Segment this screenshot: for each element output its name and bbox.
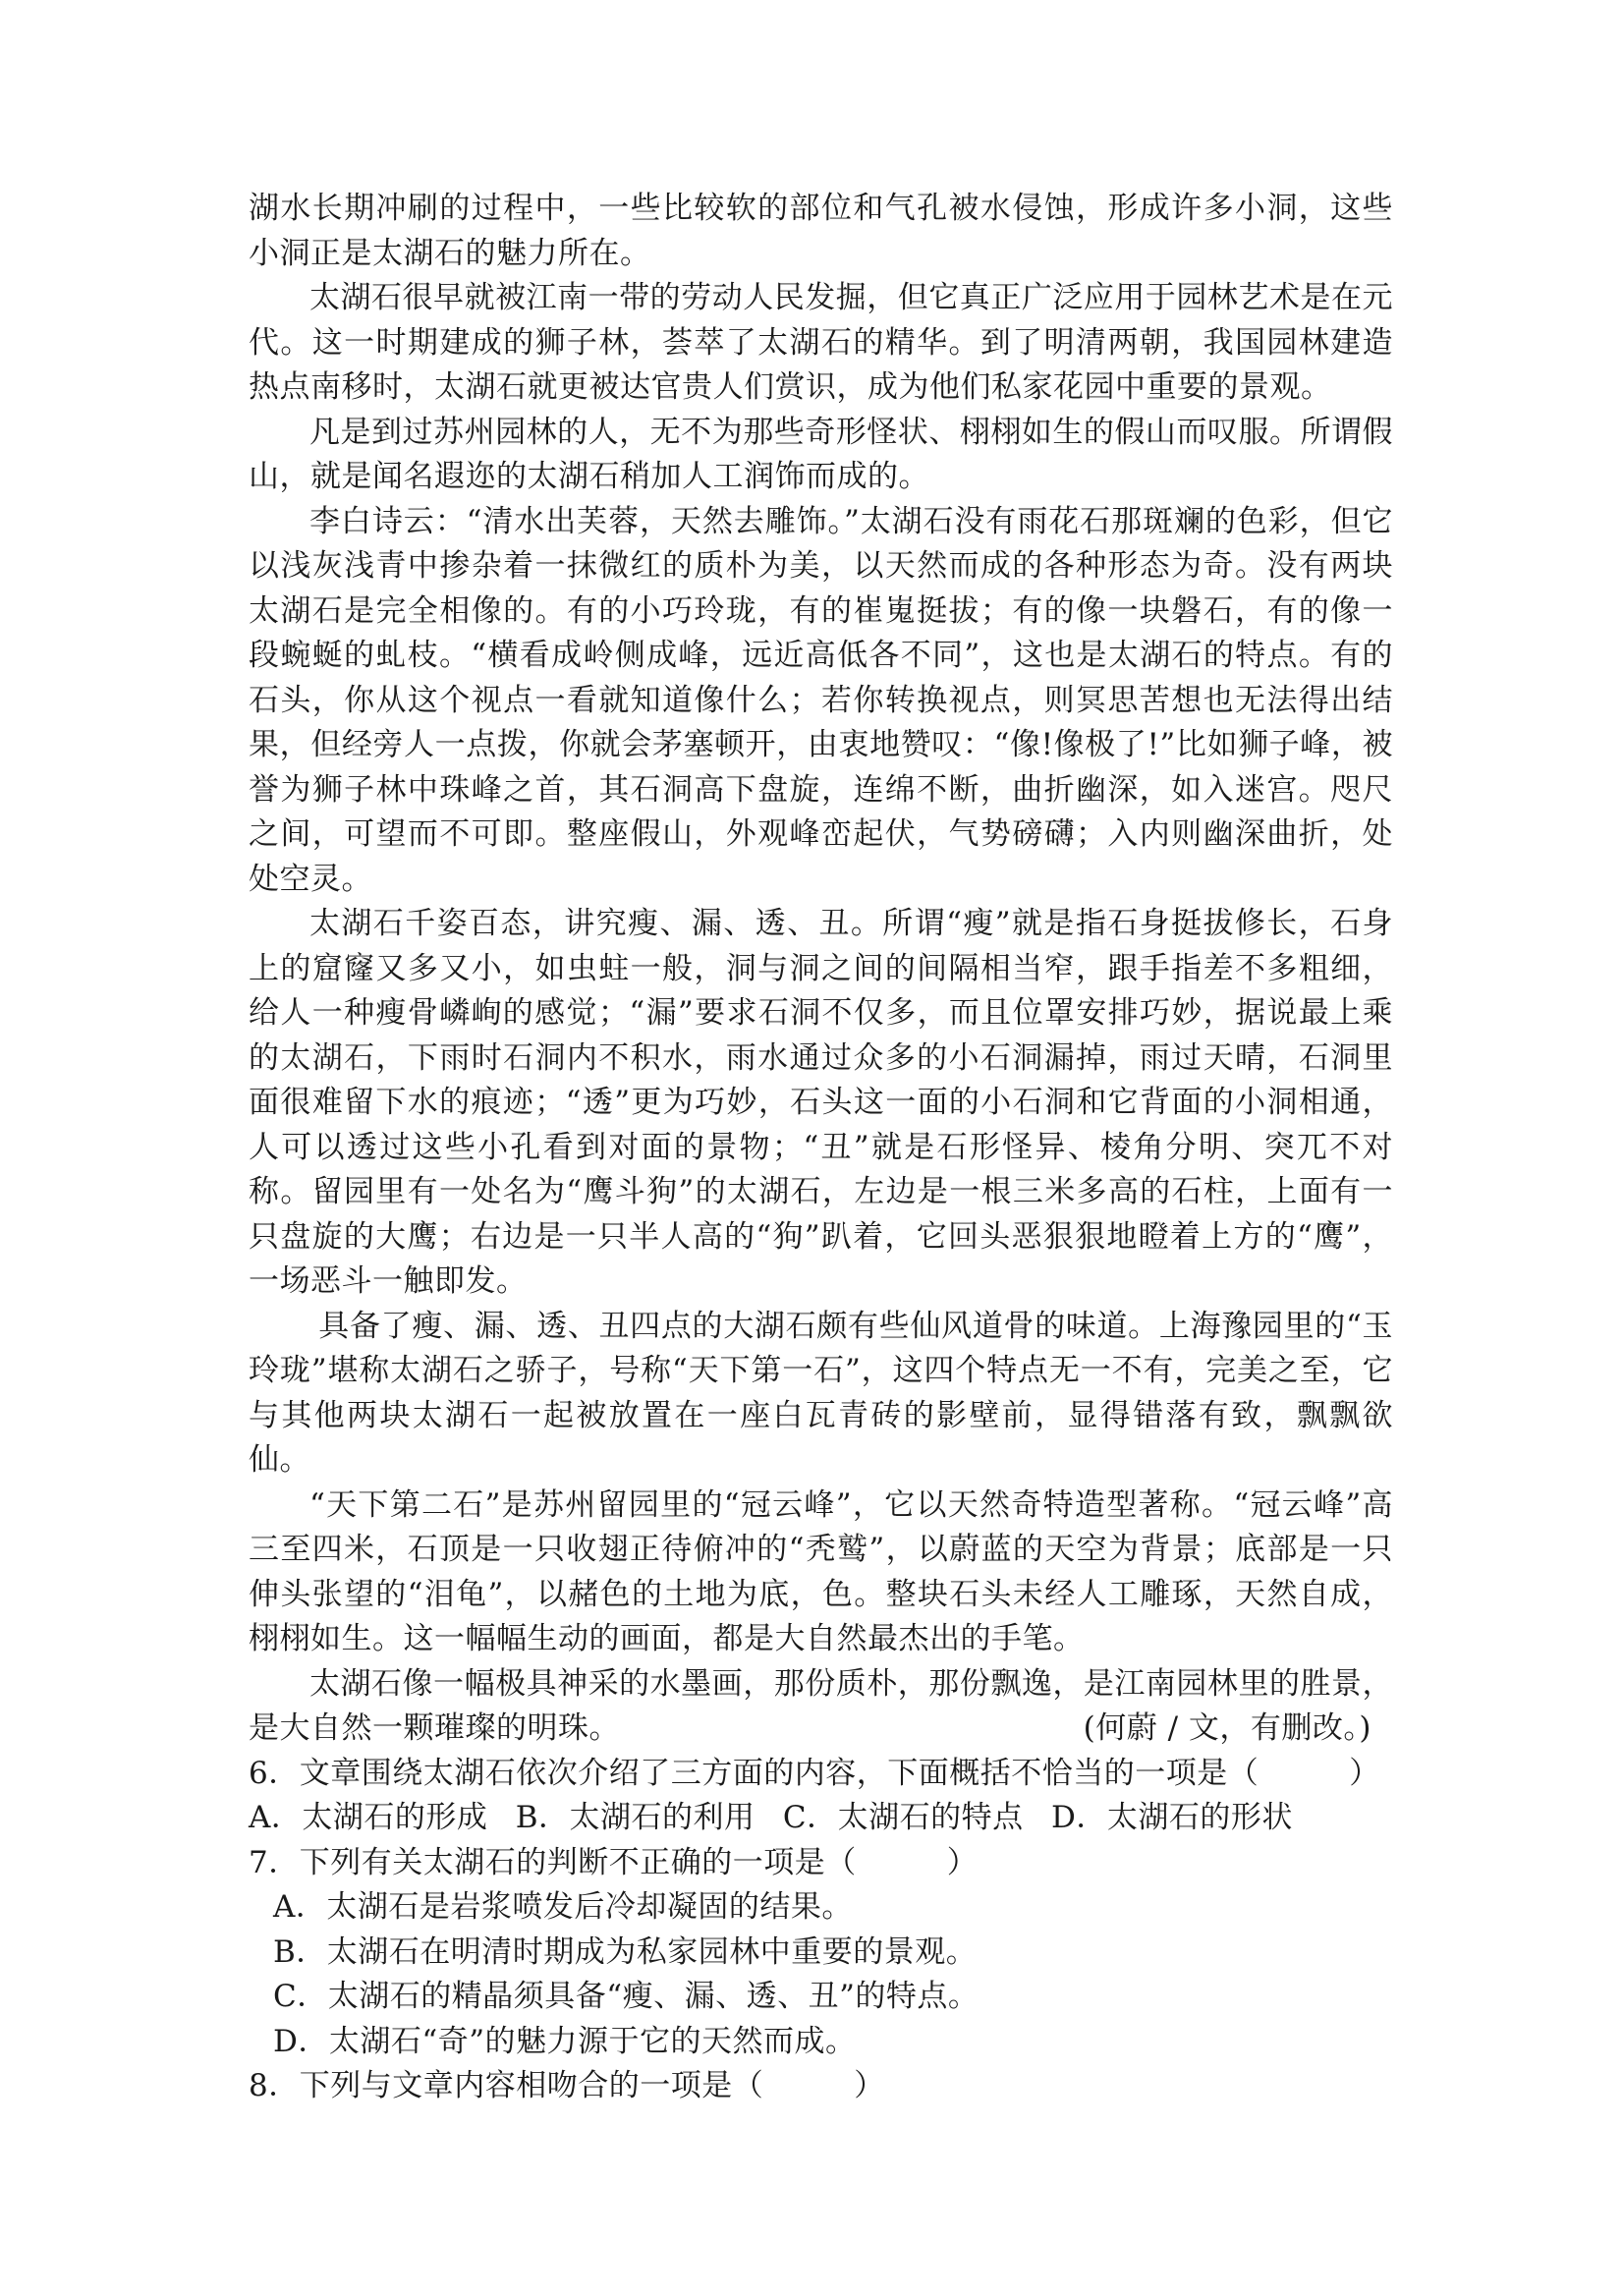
passage-paragraph-continued: 湖水长期冲刷的过程中，一些比较软的部位和气孔被水侵蚀，形成许多小洞，这些小洞正是太湖石的魅力所在。 — [249, 191, 1393, 271]
question-7-close: ） — [946, 1844, 979, 1880]
question-7-stem — [249, 1841, 1393, 1886]
passage-final-paragraph — [249, 1662, 1393, 1752]
option-c: C．太湖石的特点 — [782, 1800, 1024, 1835]
passage-paragraph: 凡是到过苏州园林的人，无不为那些奇形怪状、栩栩如生的假山而叹服。所谓假山，就是闻名遐迩的太湖石稍加人工润饰而成的。 — [249, 414, 1393, 494]
question-7-text: 7．下列有关太湖石的判断不正确的一项是（ — [249, 1844, 857, 1880]
question-6-text: 6．文章围绕太湖石依次介绍了三方面的内容，下面概括不恰当的一项是（ — [249, 1755, 1259, 1791]
passage-source: (何蔚 / 文，有删改。) — [1083, 1710, 1371, 1746]
option-d: D．太湖石的形状 — [1050, 1800, 1293, 1835]
passage-paragraph: 太湖石千姿百态，讲究瘦、漏、透、丑。所谓“瘦”就是指石身挺拔修长，石身上的窟窿又多又小，如虫蛀一般，洞与洞之间的间隔相当窄，跟手指差不多粗细，给人一种瘦骨嶙峋的感觉；“漏”要求石洞不仅多，而且位罩安排巧妙，据说最上乘的太湖石，下雨时石洞内不积水，雨水通过众多的小石洞漏掉，雨过天晴，石洞里面很难留下水的痕迹；“透”更为巧妙，石头这一面的小石洞和它背面的小洞相通，人可以透过这些小孔看到对面的景物；“丑”就是石形怪异、棱角分明、突兀不对称。留园里有一处名为“鹰斗狗”的太湖石，左边是一根三米多高的石柱，上面有一只盘旋的大鹰；右边是一只半人高的“狗”趴着，它回头恶狠狠地瞪着上方的“鹰”，一场恶斗一触即发。 — [249, 906, 1393, 1299]
document-content — [249, 187, 1393, 2109]
passage-paragraph: 李白诗云：“清水出芙蓉，天然去雕饰。”太湖石没有雨花石那斑斓的色彩，但它以浅灰浅青中掺杂着一抹微红的质朴为美，以天然而成的各种形态为奇。没有两块太湖石是完全相像的。有的小巧玲珑，有的崔嵬挺拔；有的像一块磐石，有的像一段蜿蜒的虬枝。“横看成岭侧成峰，远近高低各不同”，这也是太湖石的特点。有的石头，你从这个视点一看就知道像什么；若你转换视点，则冥思苦想也无法得出结果，但经旁人一点拨，你就会茅塞顿开，由衷地赞叹：“像!像极了!”比如狮子峰，被誉为狮子林中珠峰之首，其石洞高下盘旋，连绵不断，曲折幽深，如入迷宫。咫尺之间，可望而不可即。整座假山，外观峰峦起伏，气势磅礴；入内则幽深曲折，处处空灵。 — [249, 503, 1393, 897]
question-6-stem — [249, 1752, 1393, 1797]
question-6-close: ） — [1349, 1755, 1380, 1791]
option-c: C．太湖石的精晶须具备“瘦、漏、透、丑”的特点。 — [273, 1979, 979, 2014]
question-8-stem — [249, 2064, 1393, 2109]
passage-paragraph: “天下第二石”是苏州留园里的“冠云峰”，它以天然奇特造型著称。“冠云峰”高三至四米，石顶是一只收翅正待俯冲的“秃鹫”，以蔚蓝的天空为背景；底部是一只伸头张望的“泪龟”，以赭色的土地为底，色。整块石头未经人工雕琢，天然自成，栩栩如生。这一幅幅生动的画面，都是大自然最杰出的手笔。 — [249, 1486, 1393, 1656]
option-a: A．太湖石是岩浆喷发后冷却凝固的结果。 — [273, 1889, 853, 1925]
question-8-text: 8．下列与文章内容相吻合的一项是（ — [249, 2068, 764, 2103]
question-8-close: ） — [854, 2068, 885, 2103]
option-d: D．太湖石“奇”的魅力源于它的天然而成。 — [273, 2023, 857, 2059]
option-a: A．太湖石的形成 — [249, 1800, 488, 1835]
passage-paragraph: 具备了瘦、漏、透、丑四点的大湖石颇有些仙风道骨的味道。上海豫园里的“玉玲珑”堪称太湖石之骄子，号称“天下第一石”，这四个特点无一不有，完美之至，它与其他两块太湖石一起被放置在一座白瓦青砖的影壁前，显得错落有致，飘飘欲仙。 — [249, 1308, 1393, 1478]
passage-paragraph: 太湖石很早就被江南一带的劳动人民发掘，但它真正广泛应用于园林艺术是在元代。这一时期建成的狮子林，荟萃了太湖石的精华。到了明清两朝，我国园林建造热点南移时，太湖石就更被达官贵人们赏识，成为他们私家花园中重要的景观。 — [249, 280, 1393, 405]
option-b: B．太湖石的利用 — [515, 1800, 756, 1835]
question-6-options — [249, 1796, 1393, 1841]
passage-final-text: 太湖石像一幅极具神采的水墨画，那份质朴，那份飘逸，是江南园林里的胜景，是大自然一颗璀璨的明珠。 — [249, 1665, 1393, 1746]
option-b: B．太湖石在明清时期成为私家园林中重要的景观。 — [273, 1933, 978, 1970]
